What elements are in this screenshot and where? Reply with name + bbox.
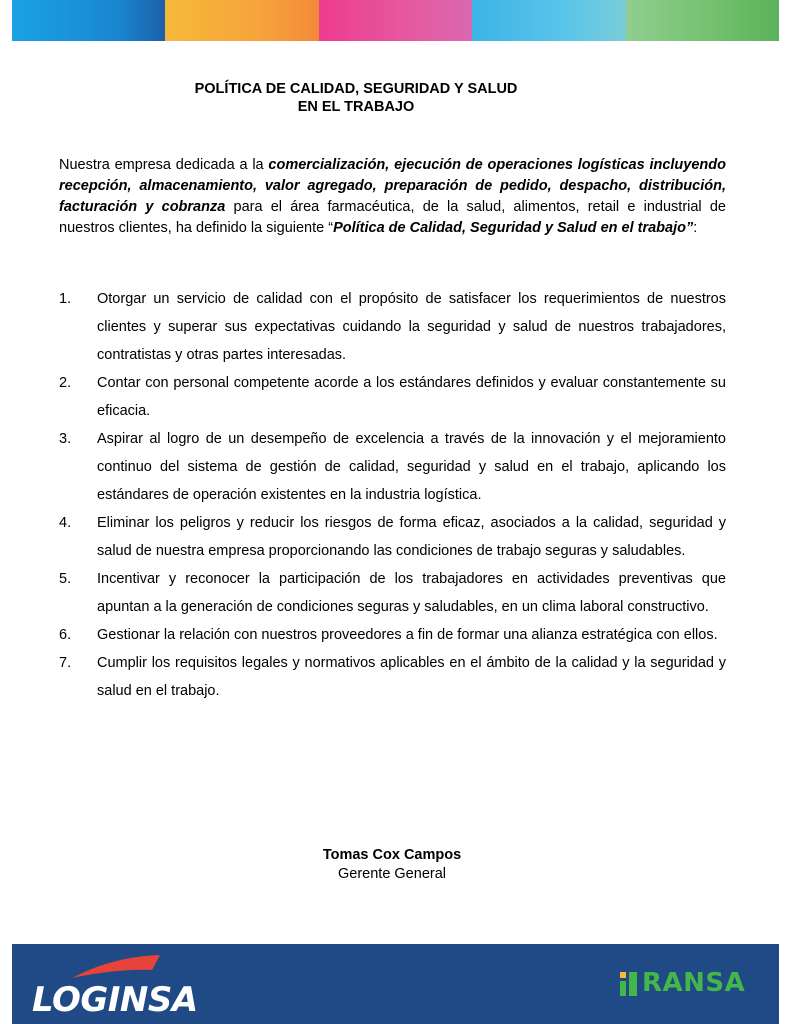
title-line-2: EN EL TRABAJO — [297, 99, 415, 115]
ransa-mark-icon — [618, 970, 640, 1000]
intro-text-middle: para el área farmacéutica, de la salud, alimentos, retail e industrial de nuestros clientes, ha definido la siguiente “ — [59, 199, 726, 236]
policy-number: 3. — [59, 431, 72, 447]
policy-text: Incentivar y reconocer la participación de los trabajadores en actividades preventivas que apuntan a la generación de condiciones seguras y saludables, en un clima laboral constructivo. — [97, 571, 726, 615]
ransa-logo — [618, 966, 758, 1002]
signatory-name: Tomas Cox Campos — [322, 847, 462, 863]
policy-text: Aspirar al logro de un desempeño de excelencia a través de la innovación y el mejoramiento continuo del sistema de gestión de calidad, seguridad y salud en el trabajo, aplicando los estándares de operación existentes en la industria logística. — [97, 431, 726, 503]
policy-number: 5. — [59, 571, 72, 587]
intro-activities: comercialización, ejecución de operaciones logísticas incluyendo recepción, almacenamiento, valor agregado, preparación de pedido, despacho, distribución, facturación y cobranza — [59, 157, 726, 215]
loginsa-logo — [32, 952, 242, 1020]
intro-policy-name: Política de Calidad, Seguridad y Salud en el trabajo” — [333, 220, 694, 236]
policy-item — [59, 509, 726, 565]
color-band-green — [626, 0, 779, 41]
header-color-band — [12, 0, 779, 41]
policy-text: Gestionar la relación con nuestros proveedores a fin de formar una alianza estratégica con ellos. — [97, 627, 718, 643]
policy-item — [59, 285, 726, 369]
policy-text: Otorgar un servicio de calidad con el propósito de satisfacer los requerimientos de nuestros clientes y superar sus expectativas cuidando la seguridad y salud de nuestros trabajadores, contratistas y otras partes interesadas. — [97, 291, 726, 363]
policy-item — [59, 649, 726, 705]
policy-text: Cumplir los requisitos legales y normativos aplicables en el ámbito de la calidad y la seguridad y salud en el trabajo. — [97, 655, 726, 699]
policy-number: 6. — [59, 627, 72, 643]
policy-number: 7. — [59, 655, 72, 671]
color-band-light-blue — [472, 0, 625, 41]
intro-text-end: : — [693, 220, 698, 236]
policy-list — [59, 285, 726, 705]
document-title — [150, 80, 562, 116]
policy-text: Contar con personal competente acorde a los estándares definidos y evaluar constantemente su eficacia. — [97, 375, 726, 419]
color-band-pink — [319, 0, 472, 41]
color-band-blue — [12, 0, 165, 41]
ransa-logo-text: RANSA — [642, 968, 746, 998]
title-line-1: POLÍTICA DE CALIDAD, SEGURIDAD Y SALUD — [194, 81, 518, 97]
signatory-role: Gerente General — [337, 866, 446, 882]
policy-item — [59, 621, 726, 649]
policy-item — [59, 565, 726, 621]
policy-item — [59, 369, 726, 425]
signature-block — [250, 846, 534, 884]
intro-paragraph — [59, 155, 726, 239]
policy-item — [59, 425, 726, 509]
color-band-orange — [165, 0, 318, 41]
policy-text: Eliminar los peligros y reducir los riesgos de forma eficaz, asociados a la calidad, seguridad y salud de nuestra empresa proporcionando las condiciones de trabajo seguras y saludables. — [97, 515, 726, 559]
policy-number: 4. — [59, 515, 72, 531]
footer-bar — [12, 944, 779, 1024]
policy-number: 1. — [59, 291, 72, 307]
loginsa-logo-text: LOGINSA — [32, 980, 198, 1020]
policy-number: 2. — [59, 375, 72, 391]
intro-text-start: Nuestra empresa dedicada a la — [59, 157, 269, 173]
